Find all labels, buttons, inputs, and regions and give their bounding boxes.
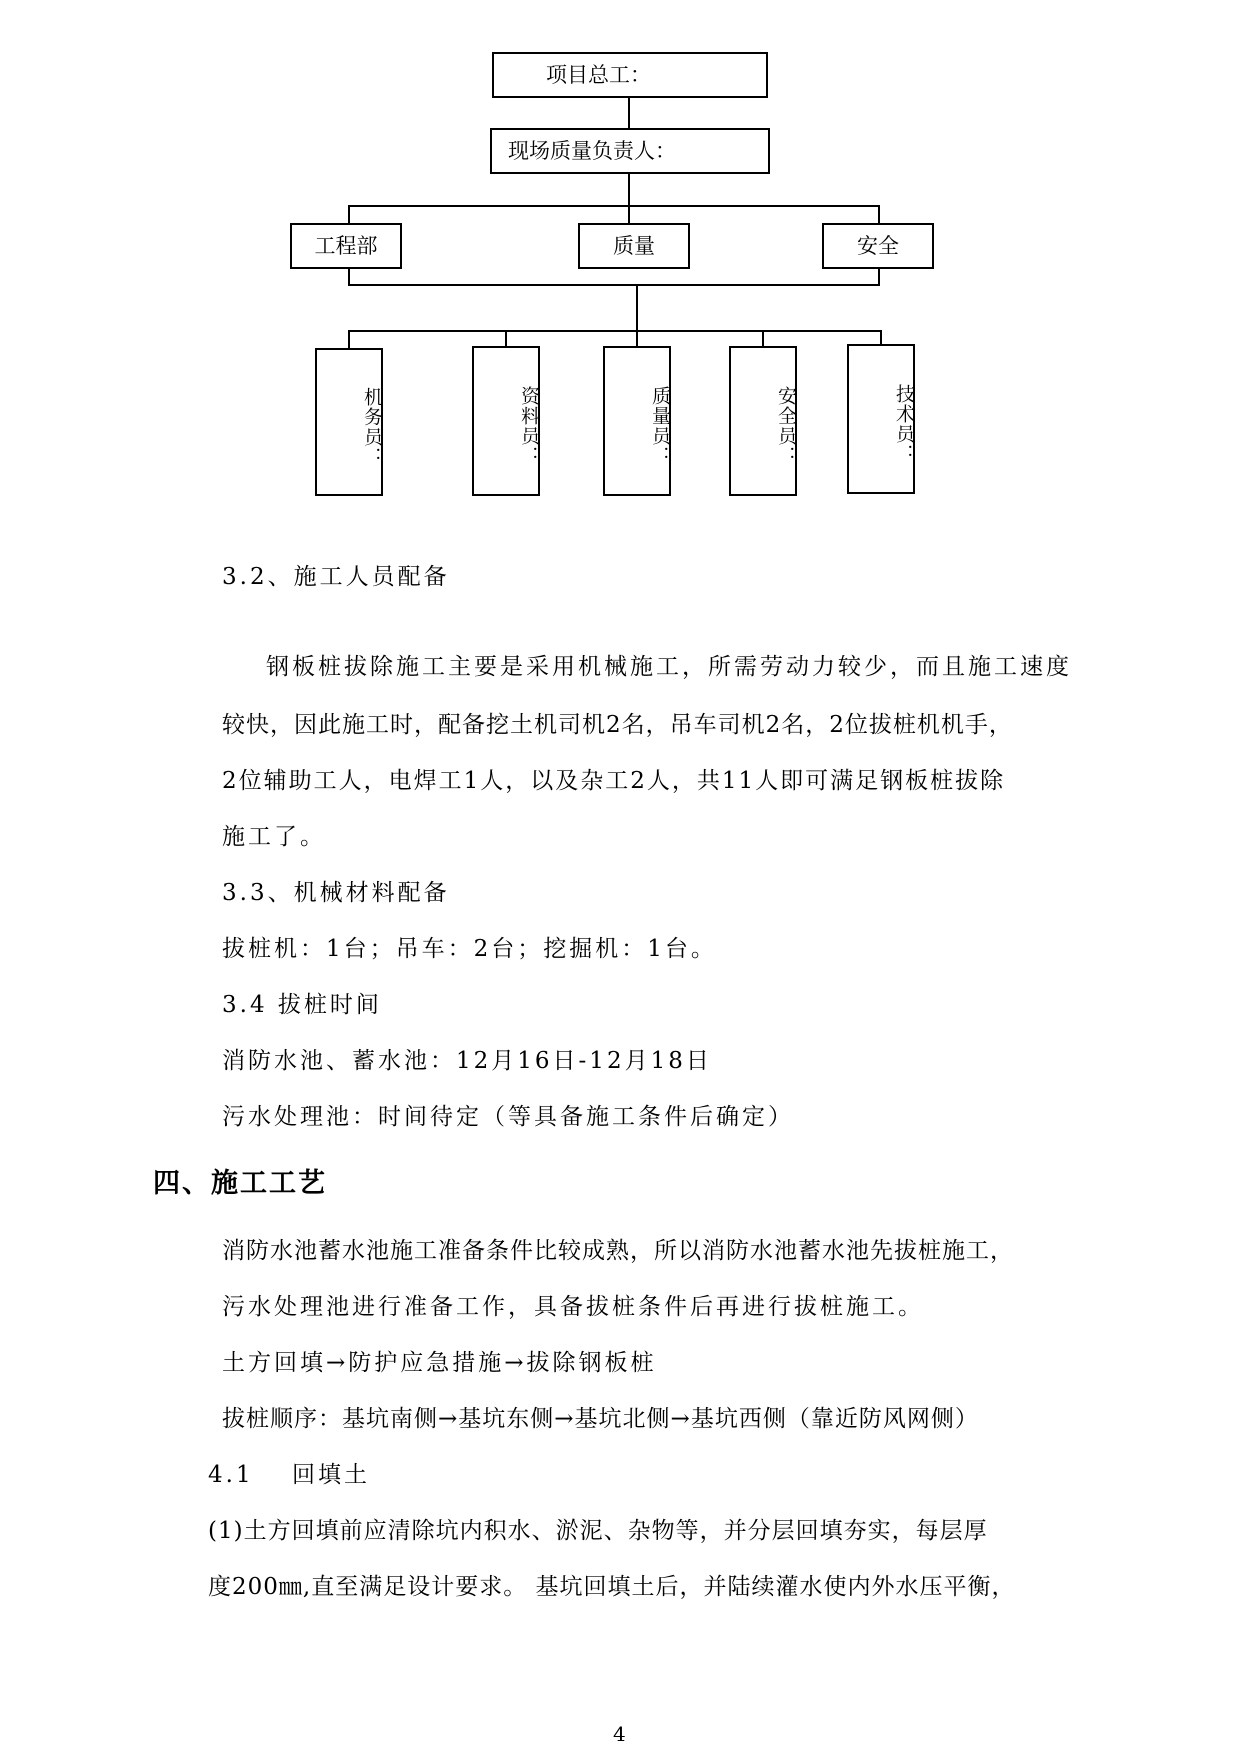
equipment-line: 拔桩机：1台；吊车：2台；挖掘机：1台。 xyxy=(222,936,717,962)
org-box-chief-engineer xyxy=(492,52,768,98)
section-4-1-number: 4.1 xyxy=(208,1462,254,1488)
org-connector xyxy=(348,269,350,285)
paragraph-line: (1)土方回填前应清除坑内积水、淤泥、杂物等，并分层回填夯实，每层厚 xyxy=(208,1518,988,1544)
paragraph-line: 较快，因此施工时，配备挖土机司机2名，吊车司机2名，2位拔桩机机手， xyxy=(222,712,1013,738)
org-connector xyxy=(762,330,764,346)
section-4-title: 四、施工工艺 xyxy=(153,1168,327,1199)
org-box-label: 现场质量负责人： xyxy=(508,138,676,163)
section-3-2-heading: 3.2、施工人员配备 xyxy=(222,564,450,590)
org-box-label: 资料员： xyxy=(518,386,540,466)
org-box-quality xyxy=(578,223,690,269)
process-flow-line: 土方回填→防护应急措施→拔除钢板桩 xyxy=(222,1350,657,1376)
schedule-line: 污水处理池：时间待定（等具备施工条件后确定） xyxy=(222,1104,794,1130)
org-box-label: 工程部 xyxy=(314,233,378,258)
section-3-4-heading: 3.4 拔桩时间 xyxy=(222,992,382,1018)
paragraph-line: 钢板桩拔除施工主要是采用机械施工，所需劳动力较少，而且施工速度 xyxy=(266,654,1072,680)
org-box-engineering xyxy=(290,223,402,269)
org-connector xyxy=(628,98,630,128)
org-connector xyxy=(348,205,880,207)
org-box-label: 安全员： xyxy=(775,386,797,466)
section-4-1-title: 回填土 xyxy=(292,1462,370,1488)
org-connector xyxy=(348,284,880,286)
pulling-order-line: 拔桩顺序：基坑南侧→基坑东侧→基坑北侧→基坑西侧（靠近防风网侧） xyxy=(222,1406,979,1432)
paragraph-line: 污水处理池进行准备工作，具备拔桩条件后再进行拔桩施工。 xyxy=(222,1294,924,1320)
org-box-technical-staff xyxy=(847,344,915,494)
org-box-label: 质量 xyxy=(613,233,655,258)
org-connector xyxy=(636,284,638,330)
org-box-label: 项目总工： xyxy=(546,62,651,87)
org-connector xyxy=(628,174,630,206)
paragraph-line: 施工了。 xyxy=(222,824,326,850)
org-box-label: 安全 xyxy=(857,233,899,258)
org-box-safety-staff xyxy=(729,346,797,496)
org-connector xyxy=(348,330,350,348)
org-box-label: 机务员： xyxy=(361,387,383,467)
page-number: 4 xyxy=(613,1722,626,1746)
paragraph-line: 2位辅助工人，电焊工1人，以及杂工2人，共11人即可满足钢板桩拔除 xyxy=(222,768,1006,794)
org-box-label: 质量员： xyxy=(649,386,671,466)
org-connector xyxy=(348,330,882,332)
org-connector xyxy=(628,205,630,223)
paragraph-line: 度200㎜,直至满足设计要求。 基坑回填土后，并陆续灌水使内外水压平衡， xyxy=(208,1574,1016,1600)
org-connector xyxy=(505,330,507,346)
org-box-safety xyxy=(822,223,934,269)
org-box-machinery-staff xyxy=(315,348,383,496)
org-box-documents-staff xyxy=(472,346,540,496)
org-connector xyxy=(348,205,350,223)
org-box-label: 技术员： xyxy=(893,384,915,464)
org-box-quality-staff xyxy=(603,346,671,496)
schedule-line: 消防水池、蓄水池：12月16日-12月18日 xyxy=(222,1048,712,1074)
section-3-3-heading: 3.3、机械材料配备 xyxy=(222,880,450,906)
org-chart xyxy=(0,0,1241,520)
org-connector xyxy=(878,269,880,285)
org-connector xyxy=(636,330,638,346)
paragraph-line: 消防水池蓄水池施工准备条件比较成熟，所以消防水池蓄水池先拔桩施工， xyxy=(222,1238,1014,1264)
org-box-quality-manager xyxy=(490,128,770,174)
org-connector xyxy=(878,205,880,223)
